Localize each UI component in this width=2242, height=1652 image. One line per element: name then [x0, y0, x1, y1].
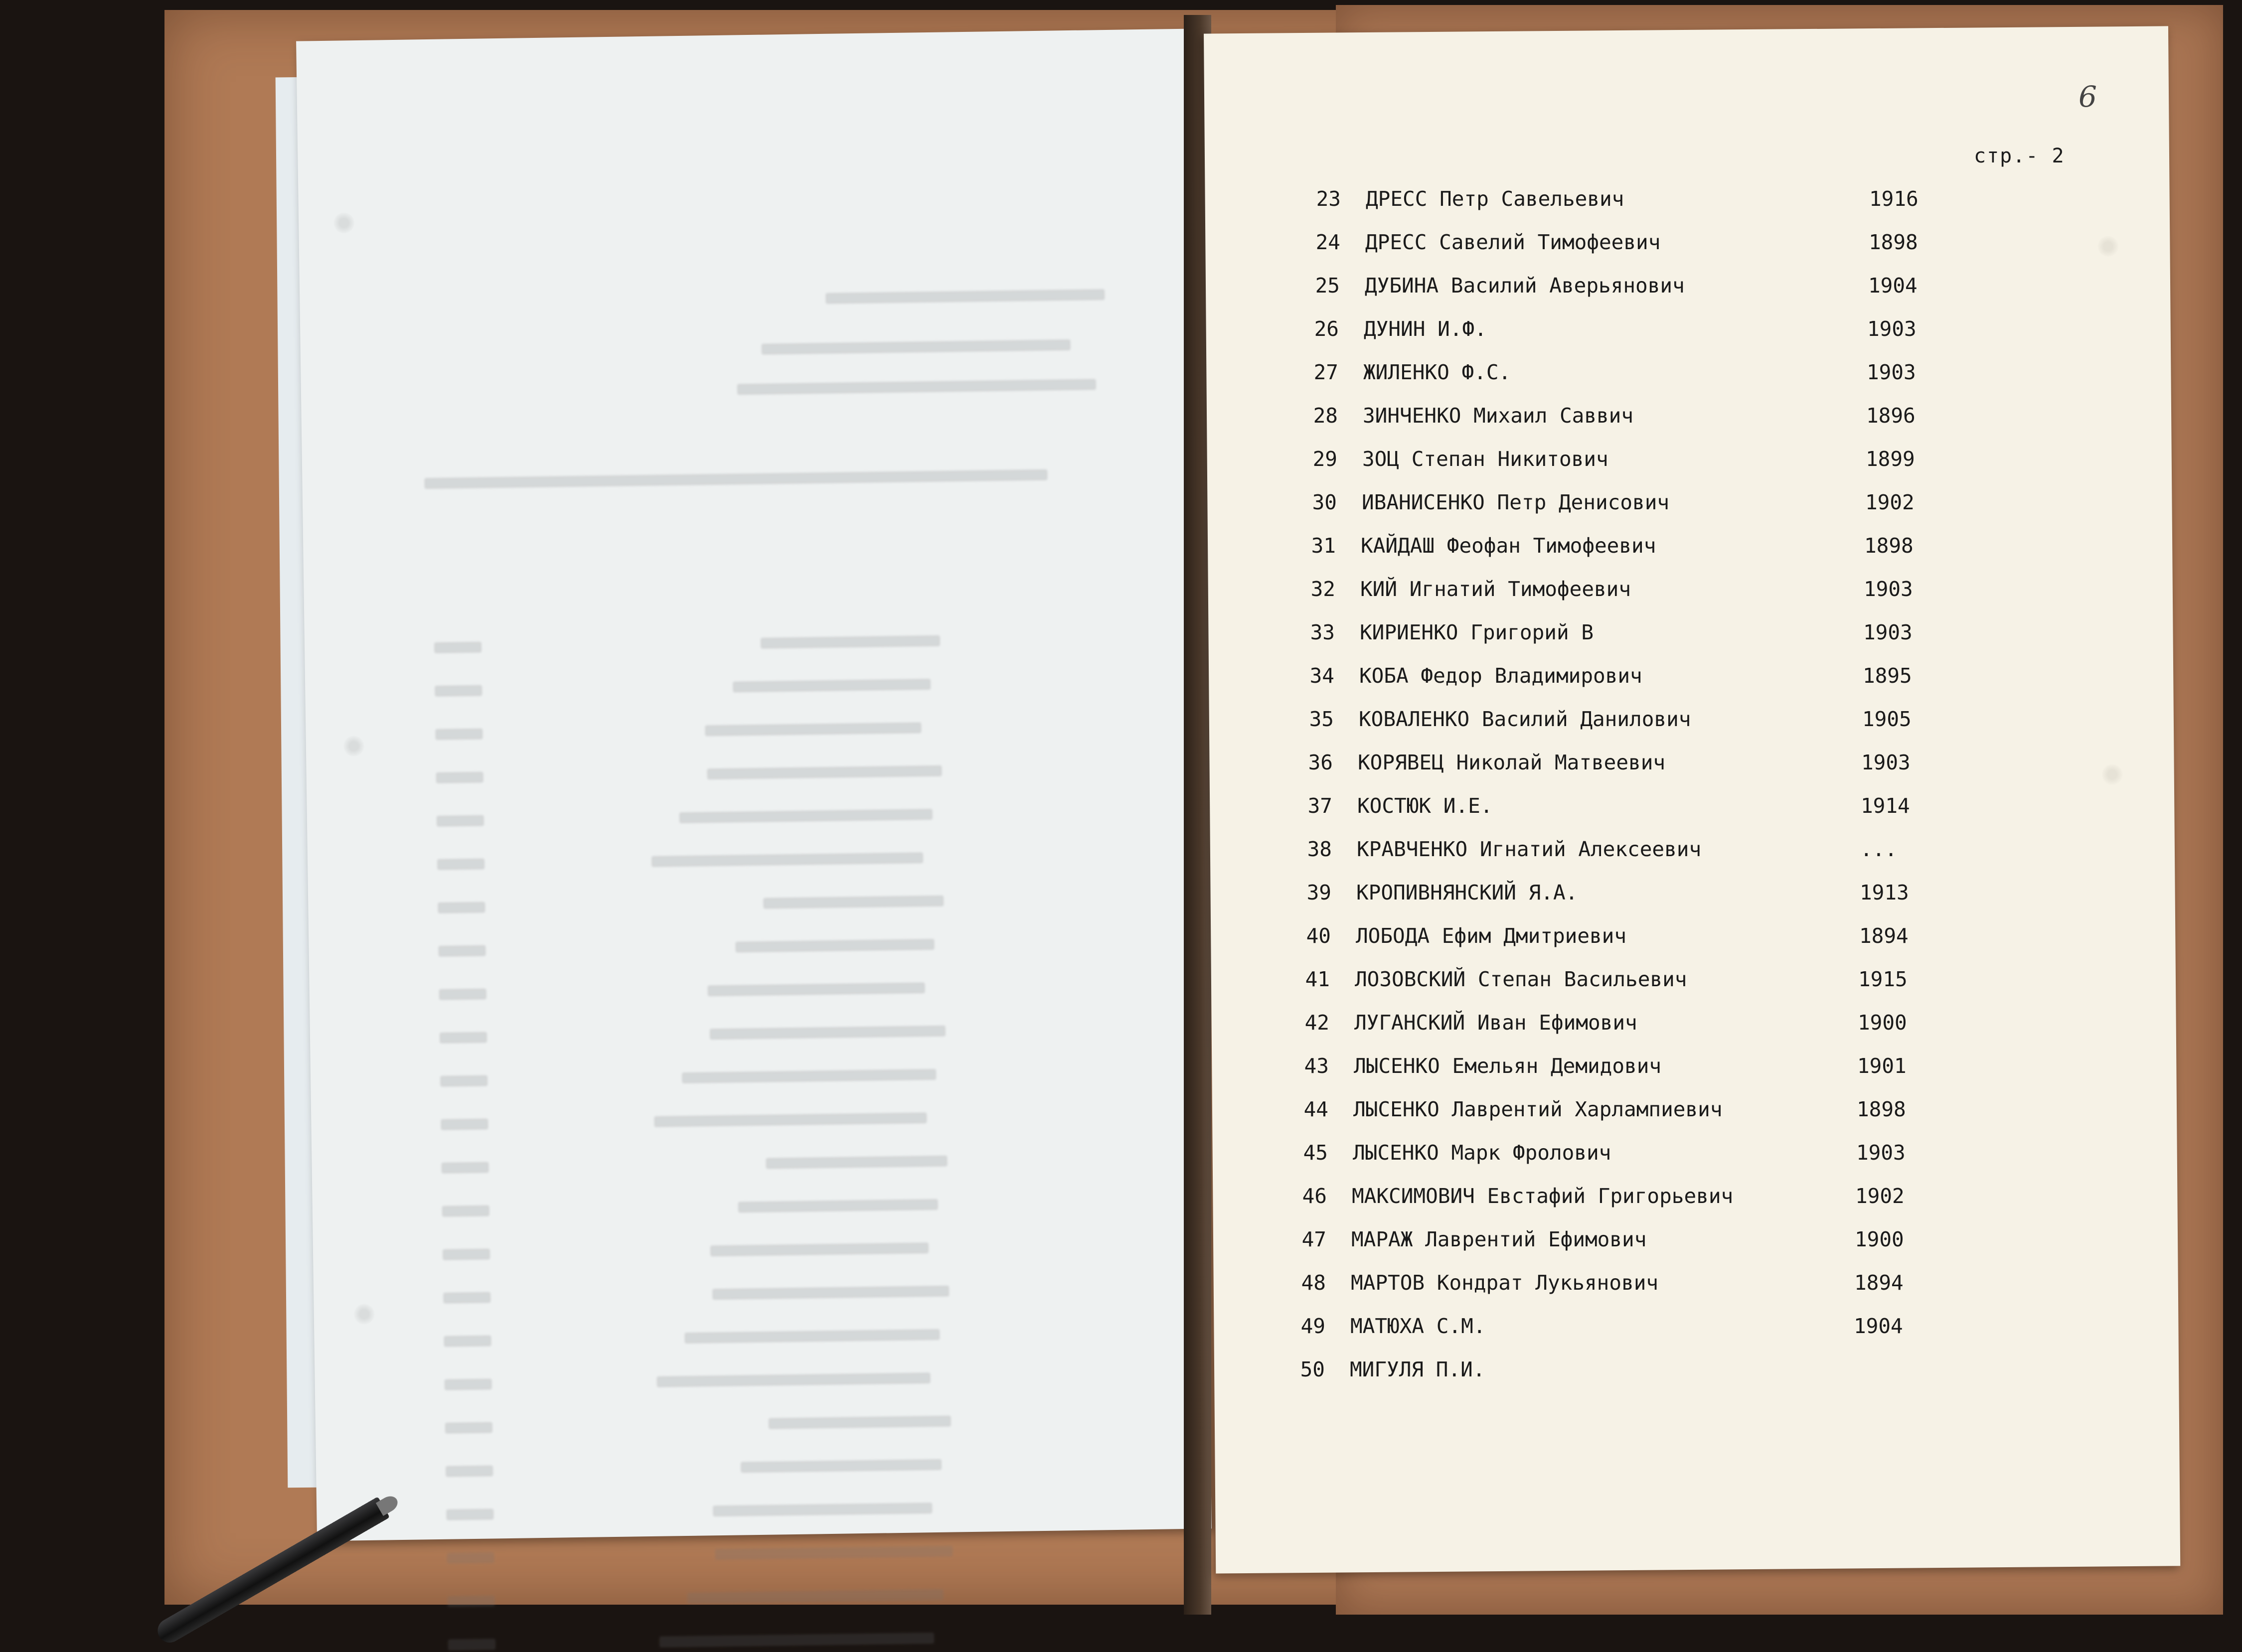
entry-number: 31 [1311, 534, 1336, 558]
entry-number: 27 [1313, 360, 1338, 384]
show-through-year [441, 1119, 488, 1130]
entry-year: 1903 [1867, 360, 1916, 384]
entry-number: 24 [1315, 230, 1340, 254]
entry-year: 1905 [1862, 707, 1912, 731]
entry-name: КОВАЛЕНКО Василий Данилович [1359, 707, 1691, 731]
show-through-line [712, 1286, 949, 1300]
entry-number: 45 [1303, 1141, 1328, 1165]
entry-name: ЛУГАНСКИЙ Иван Ефимович [1354, 1011, 1637, 1035]
show-through-text [296, 29, 1212, 1541]
show-through-line [761, 635, 940, 649]
entry-name: КОРЯВЕЦ Николай Матвеевич [1358, 751, 1666, 774]
entry-number: 42 [1304, 1011, 1329, 1035]
entry-name: КРАВЧЕНКО Игнатий Алексеевич [1357, 837, 1702, 861]
entry-name: ЛЫСЕНКО Марк Фролович [1353, 1141, 1611, 1165]
show-through-year [439, 989, 486, 1000]
show-through-year [442, 1162, 489, 1174]
show-through-line [769, 1416, 951, 1429]
show-through-line [733, 679, 931, 693]
show-through-year [438, 902, 485, 913]
entry-name: МИГУЛЯ П.И. [1350, 1357, 1485, 1381]
entry-name: КИЙ Игнатий Тимофеевич [1360, 577, 1631, 601]
show-through-line [737, 379, 1096, 395]
entry-number: 39 [1306, 881, 1331, 904]
entry-name: КОСТЮК И.Е. [1357, 794, 1493, 818]
entry-year: 1895 [1863, 664, 1912, 688]
show-through-line [741, 1459, 942, 1473]
entry-number: 48 [1301, 1271, 1326, 1295]
show-through-year [447, 1552, 494, 1563]
entry-year: 1894 [1854, 1271, 1904, 1295]
entry-year: 1900 [1858, 1011, 1907, 1035]
entry-year: 1902 [1865, 490, 1915, 514]
show-through-year [435, 685, 482, 697]
show-through-line [654, 1112, 927, 1127]
entry-year: 1902 [1855, 1184, 1905, 1208]
handwritten-page-number: 6 [2079, 80, 2097, 114]
entry-year: 1903 [1861, 751, 1911, 774]
entry-year: ... [1860, 837, 1898, 861]
entry-number: 25 [1315, 274, 1340, 298]
show-through-line [735, 939, 934, 953]
punch-hole [2102, 764, 2123, 785]
show-through-year [444, 1335, 491, 1347]
entry-name: ДУНИН И.Ф. [1364, 317, 1487, 341]
entry-year: 1913 [1860, 881, 1909, 904]
show-through-year [440, 1075, 487, 1087]
entry-year: 1914 [1861, 794, 1910, 818]
show-through-line [825, 289, 1105, 304]
entry-year: 1899 [1866, 447, 1915, 471]
show-through-line [766, 1156, 947, 1169]
entry-number: 30 [1312, 490, 1337, 514]
entry-number: 37 [1307, 794, 1332, 818]
entry-name: ДРЕСС Савелий Тимофеевич [1365, 230, 1661, 254]
left-page [296, 29, 1212, 1541]
show-through-year [446, 1465, 493, 1477]
entry-number: 32 [1310, 577, 1335, 601]
entry-name: ДУБИНА Василий Аверьянович [1365, 274, 1685, 298]
show-through-year [437, 859, 484, 870]
entry-name: КОБА Федор Владимирович [1359, 664, 1642, 688]
entry-name: ЗОЦ Степан Никитович [1362, 447, 1608, 471]
show-through-year [434, 642, 481, 653]
entry-number: 49 [1300, 1314, 1325, 1338]
page-label: стр.- 2 [1974, 145, 2065, 167]
show-through-line [684, 1329, 940, 1344]
entry-number: 35 [1309, 707, 1334, 731]
show-through-year [436, 772, 483, 783]
entry-number: 28 [1313, 404, 1338, 428]
entry-name: МАТЮХА С.М. [1350, 1314, 1486, 1338]
entry-year: 1903 [1856, 1141, 1906, 1165]
entry-name: ДРЕСС Петр Савельевич [1366, 187, 1624, 211]
entry-number: 44 [1303, 1097, 1328, 1121]
entry-number: 33 [1310, 620, 1335, 644]
show-through-year [445, 1378, 492, 1390]
show-through-year [438, 945, 485, 957]
show-through-line [659, 1633, 934, 1648]
show-through-line [424, 469, 1047, 489]
entry-year: 1900 [1855, 1227, 1904, 1251]
show-through-line [679, 809, 933, 823]
entry-number: 38 [1307, 837, 1332, 861]
show-through-year [443, 1248, 490, 1260]
show-through-line [708, 982, 925, 996]
show-through-year [442, 1205, 489, 1216]
show-through-line [763, 896, 944, 909]
show-through-line [713, 1502, 932, 1516]
show-through-year [446, 1508, 493, 1520]
show-through-line [738, 1199, 938, 1213]
show-through-line [762, 339, 1071, 355]
show-through-line [657, 1372, 931, 1387]
show-through-line [710, 1242, 929, 1256]
show-through-year [445, 1422, 492, 1433]
show-through-line [651, 852, 923, 867]
entry-name: МАРАЖ Лаврентий Ефимович [1351, 1227, 1647, 1251]
entry-number: 50 [1300, 1357, 1325, 1381]
entry-year: 1896 [1866, 404, 1916, 428]
entry-number: 36 [1308, 751, 1333, 774]
entry-number: 41 [1305, 967, 1330, 991]
entry-year: 1903 [1867, 317, 1917, 341]
entry-name: КИРИЕНКО Григорий В [1360, 620, 1594, 644]
show-through-line [710, 1026, 946, 1040]
entry-name: ЛОБОДА Ефим Дмитриевич [1356, 924, 1627, 948]
entry-name: ЗИНЧЕНКО Михаил Саввич [1363, 404, 1634, 428]
show-through-line [682, 1069, 936, 1083]
entry-name: МАКСИМОВИЧ Евстафий Григорьевич [1352, 1184, 1734, 1208]
right-page [1204, 26, 2180, 1573]
entry-number: 43 [1304, 1054, 1329, 1078]
show-through-year [437, 815, 484, 827]
entry-year: 1903 [1863, 620, 1913, 644]
show-through-line [707, 765, 942, 780]
entry-number: 29 [1312, 447, 1337, 471]
entry-year: 1904 [1854, 1314, 1903, 1338]
entry-year: 1904 [1868, 274, 1918, 298]
entry-number: 34 [1309, 664, 1334, 688]
show-through-line [705, 722, 921, 736]
entry-year: 1903 [1864, 577, 1913, 601]
entry-year: 1901 [1857, 1054, 1907, 1078]
entry-number: 47 [1301, 1227, 1326, 1251]
entry-name: МАРТОВ Кондрат Лукьянович [1351, 1271, 1659, 1295]
entry-year: 1898 [1857, 1097, 1906, 1121]
entry-year: 1915 [1858, 967, 1908, 991]
show-through-year [443, 1292, 490, 1303]
entry-number: 46 [1302, 1184, 1327, 1208]
entry-name: ЛЫСЕНКО Емельян Демидович [1354, 1054, 1662, 1078]
entry-number: 40 [1306, 924, 1331, 948]
show-through-year [435, 729, 482, 740]
entry-name: ЛОЗОВСКИЙ Степан Васильевич [1355, 967, 1687, 991]
show-through-year [440, 1032, 487, 1044]
punch-hole [2097, 236, 2118, 257]
entry-number: 26 [1314, 317, 1339, 341]
entry-year: 1898 [1864, 534, 1914, 558]
entry-name: КРОПИВНЯНСКИЙ Я.А. [1356, 881, 1578, 904]
show-through-year [448, 1639, 495, 1650]
entry-name: КАЙДАШ Феофан Тимофеевич [1361, 534, 1656, 558]
entry-year: 1898 [1869, 230, 1918, 254]
show-through-year [448, 1595, 495, 1607]
entry-name: ЖИЛЕНКО Ф.С. [1363, 360, 1511, 384]
entry-number: 23 [1316, 187, 1341, 211]
entry-name: ЛЫСЕНКО Лаврентий Харлампиевич [1353, 1097, 1723, 1121]
entry-name: ИВАНИСЕНКО Петр Денисович [1362, 490, 1670, 514]
entry-year: 1894 [1859, 924, 1909, 948]
entry-year: 1916 [1869, 187, 1919, 211]
